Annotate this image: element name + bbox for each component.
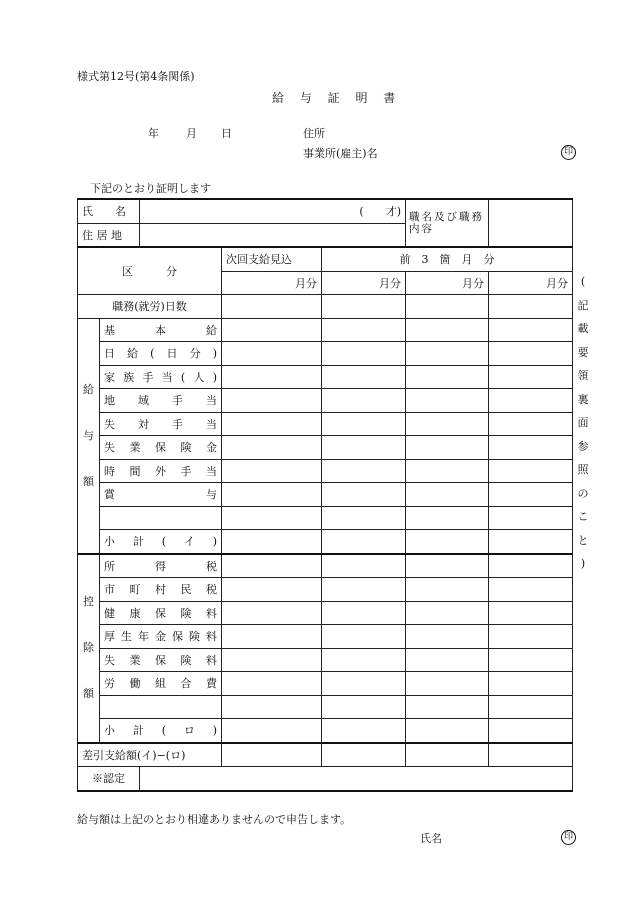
amount-cell[interactable] xyxy=(322,295,406,319)
amount-cell[interactable] xyxy=(322,483,406,507)
job-field[interactable] xyxy=(489,199,573,247)
amount-cell[interactable] xyxy=(406,695,489,719)
date-year: 年 xyxy=(148,127,159,140)
month-unit: 月分 xyxy=(222,271,322,295)
amount-cell[interactable] xyxy=(406,318,489,342)
net-pay-label: 差引支給額(イ)−(ロ) xyxy=(78,743,222,767)
salary-item: 時間外手当 xyxy=(100,459,222,483)
residence-label: 住 居 地 xyxy=(78,223,140,247)
deduction-group-label: 控 除 額 xyxy=(78,554,100,743)
amount-cell[interactable] xyxy=(322,719,406,743)
amount-cell[interactable] xyxy=(406,506,489,530)
certify-label: ※認定 xyxy=(78,767,140,791)
amount-cell[interactable] xyxy=(489,695,573,719)
salary-group-label: 給 与 額 xyxy=(78,318,100,554)
amount-cell[interactable] xyxy=(489,365,573,389)
amount-cell[interactable] xyxy=(322,436,406,460)
amount-cell[interactable] xyxy=(222,483,322,507)
salary-subtotal-label: 小計(イ) xyxy=(100,530,222,554)
amount-cell[interactable] xyxy=(222,695,322,719)
amount-cell[interactable] xyxy=(222,672,322,696)
amount-cell[interactable] xyxy=(222,412,322,436)
amount-cell[interactable] xyxy=(322,530,406,554)
amount-cell[interactable] xyxy=(322,389,406,413)
deduction-item-blank[interactable] xyxy=(100,695,222,719)
month-unit: 月分 xyxy=(406,271,489,295)
amount-cell[interactable] xyxy=(222,506,322,530)
amount-cell[interactable] xyxy=(406,743,489,767)
amount-cell[interactable] xyxy=(406,342,489,366)
footer-seal: 印 xyxy=(561,829,576,845)
amount-cell[interactable] xyxy=(406,625,489,649)
amount-cell[interactable] xyxy=(489,342,573,366)
amount-cell[interactable] xyxy=(222,743,322,767)
deduction-item: 健康保険料 xyxy=(100,601,222,625)
amount-cell[interactable] xyxy=(322,743,406,767)
amount-cell[interactable] xyxy=(322,506,406,530)
salary-item: 地域手当 xyxy=(100,389,222,413)
amount-cell[interactable] xyxy=(322,578,406,602)
amount-cell[interactable] xyxy=(406,295,489,319)
salary-item: 日給(日分) xyxy=(100,342,222,366)
date-month: 月 xyxy=(186,127,197,140)
amount-cell[interactable] xyxy=(489,506,573,530)
certify-field[interactable] xyxy=(140,767,573,791)
side-note: ( 記 載 要 領 裏 面 参 照 の こ と ) xyxy=(577,275,589,570)
amount-cell[interactable] xyxy=(489,295,573,319)
amount-cell[interactable] xyxy=(222,530,322,554)
amount-cell[interactable] xyxy=(406,648,489,672)
amount-cell[interactable] xyxy=(322,601,406,625)
amount-cell[interactable] xyxy=(406,459,489,483)
amount-cell[interactable] xyxy=(322,342,406,366)
amount-cell[interactable] xyxy=(222,389,322,413)
intro-text: 下記のとおり証明します xyxy=(90,182,211,195)
salary-item: 賞与 xyxy=(100,483,222,507)
amount-cell[interactable] xyxy=(222,578,322,602)
amount-cell[interactable] xyxy=(222,365,322,389)
month-unit: 月分 xyxy=(322,271,406,295)
deduction-item: 労働組合費 xyxy=(100,672,222,696)
salary-certificate-table xyxy=(77,198,573,792)
amount-cell[interactable] xyxy=(489,554,573,578)
month-unit: 月分 xyxy=(489,271,573,295)
employer-seal: 印 xyxy=(561,144,576,160)
amount-cell[interactable] xyxy=(222,318,322,342)
amount-cell[interactable] xyxy=(489,743,573,767)
footer-name-label: 氏名 xyxy=(420,832,442,845)
amount-cell[interactable] xyxy=(322,459,406,483)
residence-field[interactable] xyxy=(140,223,406,247)
amount-cell[interactable] xyxy=(222,648,322,672)
amount-cell[interactable] xyxy=(406,365,489,389)
salary-item: 失業保険金 xyxy=(100,436,222,460)
amount-cell[interactable] xyxy=(489,648,573,672)
amount-cell[interactable] xyxy=(322,695,406,719)
employer-label: 事業所(雇主)名 xyxy=(303,147,378,160)
date-day: 日 xyxy=(221,127,232,140)
amount-cell[interactable] xyxy=(322,672,406,696)
amount-cell[interactable] xyxy=(489,412,573,436)
amount-cell[interactable] xyxy=(489,672,573,696)
amount-cell[interactable] xyxy=(222,625,322,649)
amount-cell[interactable] xyxy=(489,625,573,649)
amount-cell[interactable] xyxy=(322,648,406,672)
amount-cell[interactable] xyxy=(406,436,489,460)
amount-cell[interactable] xyxy=(322,625,406,649)
amount-cell[interactable] xyxy=(322,412,406,436)
salary-item-blank[interactable] xyxy=(100,506,222,530)
deduction-item: 市町村民税 xyxy=(100,578,222,602)
salary-item: 家族手当(人) xyxy=(100,365,222,389)
amount-cell[interactable] xyxy=(222,436,322,460)
amount-cell[interactable] xyxy=(406,483,489,507)
amount-cell[interactable] xyxy=(322,365,406,389)
amount-cell[interactable] xyxy=(406,672,489,696)
amount-cell[interactable] xyxy=(222,342,322,366)
amount-cell[interactable] xyxy=(489,578,573,602)
amount-cell[interactable] xyxy=(489,483,573,507)
amount-cell[interactable] xyxy=(222,719,322,743)
form-number: 様式第12号(第4条関係) xyxy=(77,70,195,83)
amount-cell[interactable] xyxy=(406,530,489,554)
amount-cell[interactable] xyxy=(489,719,573,743)
amount-cell[interactable] xyxy=(406,554,489,578)
amount-cell[interactable] xyxy=(406,719,489,743)
amount-cell[interactable] xyxy=(489,459,573,483)
amount-cell[interactable] xyxy=(222,601,322,625)
salary-item: 基本給 xyxy=(100,318,222,342)
amount-cell[interactable] xyxy=(406,389,489,413)
amount-cell[interactable] xyxy=(222,295,322,319)
deduction-subtotal-label: 小計(ロ) xyxy=(100,719,222,743)
deduction-item: 失業保険料 xyxy=(100,648,222,672)
next-pay-header: 次回支給見込 xyxy=(222,247,322,271)
amount-cell[interactable] xyxy=(222,459,322,483)
address-label: 住所 xyxy=(303,127,325,140)
deduction-item: 所得税 xyxy=(100,554,222,578)
amount-cell[interactable] xyxy=(489,436,573,460)
amount-cell[interactable] xyxy=(489,389,573,413)
salary-item: 失対手当 xyxy=(100,412,222,436)
name-age-field[interactable]: ( 才) xyxy=(140,199,406,223)
declaration-text: 給与額は上記のとおり相違ありませんので申告します。 xyxy=(77,813,352,826)
amount-cell[interactable] xyxy=(322,554,406,578)
amount-cell[interactable] xyxy=(489,601,573,625)
category-header: 区 分 xyxy=(78,247,222,295)
amount-cell[interactable] xyxy=(489,318,573,342)
prev-three-header: 前 3 箇 月 分 xyxy=(322,247,573,271)
amount-cell[interactable] xyxy=(406,578,489,602)
amount-cell[interactable] xyxy=(322,318,406,342)
page-title: 給 与 証 明 書 xyxy=(272,91,402,105)
amount-cell[interactable] xyxy=(406,412,489,436)
amount-cell[interactable] xyxy=(406,601,489,625)
deduction-item: 厚生年金保険料 xyxy=(100,625,222,649)
work-days-label: 職務(就労)日数 xyxy=(78,295,222,319)
name-label: 氏 名 xyxy=(78,199,140,223)
job-label: 職名及び職務内容 xyxy=(406,199,489,247)
amount-cell[interactable] xyxy=(489,530,573,554)
amount-cell[interactable] xyxy=(222,554,322,578)
